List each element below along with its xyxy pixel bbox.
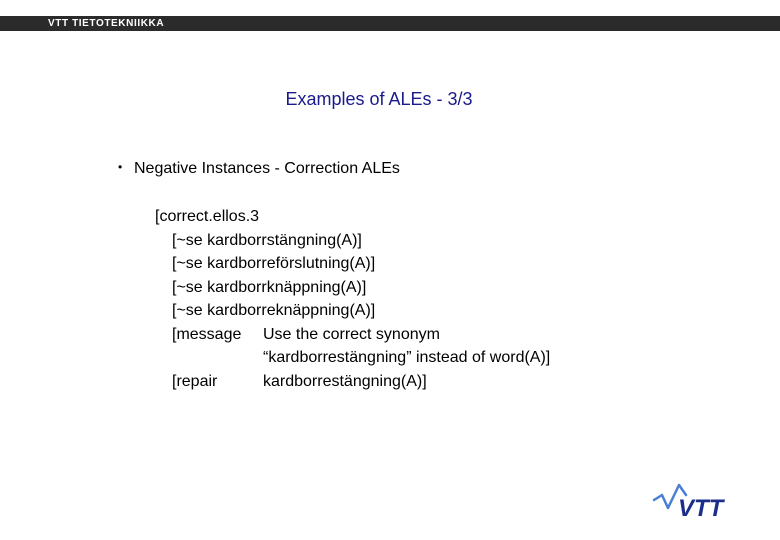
repair-key: [repair bbox=[172, 372, 218, 390]
message-key: [message bbox=[172, 325, 242, 343]
code-line-repair bbox=[155, 370, 550, 394]
vtt-logo-icon bbox=[652, 482, 748, 522]
header-brand: VTT TIETOTEKNIIKKA bbox=[48, 18, 165, 29]
code-line-message-cont: “kardborrestängning” instead of word(A)] bbox=[263, 349, 551, 366]
logo-text: VTT bbox=[678, 495, 724, 522]
code-line-correct: [correct.ellos.3 bbox=[155, 208, 260, 225]
code-line-message bbox=[155, 323, 550, 347]
bullet-dot-icon: • bbox=[118, 160, 123, 174]
bullet-item bbox=[118, 160, 400, 178]
slide-title: Examples of ALEs - 3/3 bbox=[285, 89, 473, 109]
code-line-se-1: [~se kardborrstängning(A)] bbox=[172, 231, 362, 249]
code-block bbox=[155, 205, 550, 393]
bullet-text: Negative Instances - Correction ALEs bbox=[134, 160, 400, 177]
code-line-se-3: [~se kardborrknäppning(A)] bbox=[172, 278, 367, 296]
code-line-se-2: [~se kardborreförslutning(A)] bbox=[172, 255, 376, 272]
code-line-se-4: [~se kardborreknäppning(A)] bbox=[172, 302, 376, 319]
message-value: Use the correct synonym bbox=[263, 325, 440, 343]
repair-value: kardborrestängning(A)] bbox=[263, 372, 427, 390]
header-bar bbox=[0, 0, 780, 31]
